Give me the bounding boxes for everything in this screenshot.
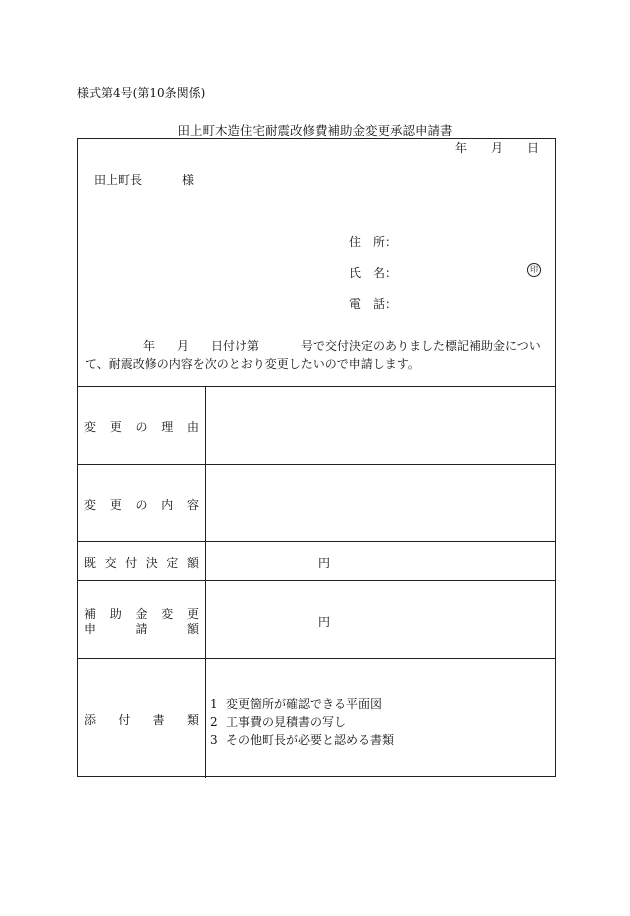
seal-mark: 印	[527, 263, 541, 277]
column-divider	[205, 386, 206, 778]
label-char: の	[135, 498, 148, 512]
form-title: 田上町木造住宅耐震改修費補助金変更承認申請書	[177, 123, 453, 138]
label-char: 定	[166, 556, 179, 570]
addressee	[94, 171, 194, 188]
change-content-label	[84, 496, 199, 513]
list-item	[210, 731, 394, 749]
item-number: 2	[210, 715, 218, 729]
request-day-suffix: 日付け第	[211, 339, 260, 353]
item-number: 3	[210, 733, 218, 747]
addressee-name: 田上町長	[94, 173, 143, 187]
item-text: 工事費の見積書の写し	[226, 715, 347, 729]
request-statement	[85, 337, 555, 373]
label-char: 更	[186, 607, 199, 621]
label-char: 付	[125, 556, 138, 570]
label-char: 額	[186, 622, 199, 636]
divider	[78, 658, 555, 659]
label-char: 交	[104, 556, 117, 570]
label-char: 決	[145, 556, 158, 570]
label-char: 由	[186, 420, 199, 434]
label-char: 変	[161, 607, 174, 621]
label-char: 書	[152, 713, 165, 727]
label-char: 請	[135, 622, 148, 636]
address-label: 住 所：	[349, 235, 398, 249]
label-char: 内	[161, 498, 174, 512]
label-char: 助	[109, 607, 122, 621]
request-year: 年	[143, 339, 156, 353]
label-char: 容	[186, 498, 199, 512]
attachments-label	[84, 711, 199, 728]
subsidy-change-label-line2	[84, 620, 199, 637]
request-text: 号で交付決定のありました標記補助金について、耐震改修の内容を次のとおり変更したいので申請します。	[85, 339, 541, 371]
divider	[78, 541, 555, 542]
label-char: 既	[84, 556, 97, 570]
application-form-table	[77, 138, 556, 777]
label-char: 類	[186, 713, 199, 727]
date-line	[455, 139, 539, 156]
item-text: その他町長が必要と認める書類	[226, 733, 395, 747]
label-char: 金	[135, 607, 148, 621]
label-char: 額	[186, 556, 199, 570]
divider	[78, 386, 555, 387]
request-month: 月	[177, 339, 190, 353]
divider	[78, 464, 555, 465]
form-number: 様式第4号(第10条関係)	[77, 86, 206, 100]
label-char: 添	[84, 713, 97, 727]
label-char: 申	[84, 622, 97, 636]
item-text: 変更箇所が確認できる平面図	[226, 697, 383, 711]
date-month: 月	[490, 141, 503, 155]
label-char: 更	[109, 498, 122, 512]
date-day: 日	[526, 141, 539, 155]
label-char: の	[135, 420, 148, 434]
divider	[78, 580, 555, 581]
change-reason-label	[84, 418, 199, 435]
addressee-honorific: 様	[182, 173, 195, 187]
list-item	[210, 713, 394, 731]
label-char: 変	[84, 498, 97, 512]
label-char: 付	[118, 713, 131, 727]
item-number: 1	[210, 697, 218, 711]
subsidy-change-unit: 円	[318, 615, 331, 629]
attachments-list	[210, 695, 394, 749]
granted-amount-unit: 円	[318, 556, 331, 570]
label-char: 補	[84, 607, 97, 621]
label-char: 変	[84, 420, 97, 434]
phone-label: 電 話：	[349, 297, 398, 311]
list-item	[210, 695, 394, 713]
name-label: 氏 名：	[349, 266, 398, 280]
date-year: 年	[454, 141, 467, 155]
label-char: 理	[161, 420, 174, 434]
granted-amount-label	[84, 554, 199, 571]
label-char: 更	[109, 420, 122, 434]
